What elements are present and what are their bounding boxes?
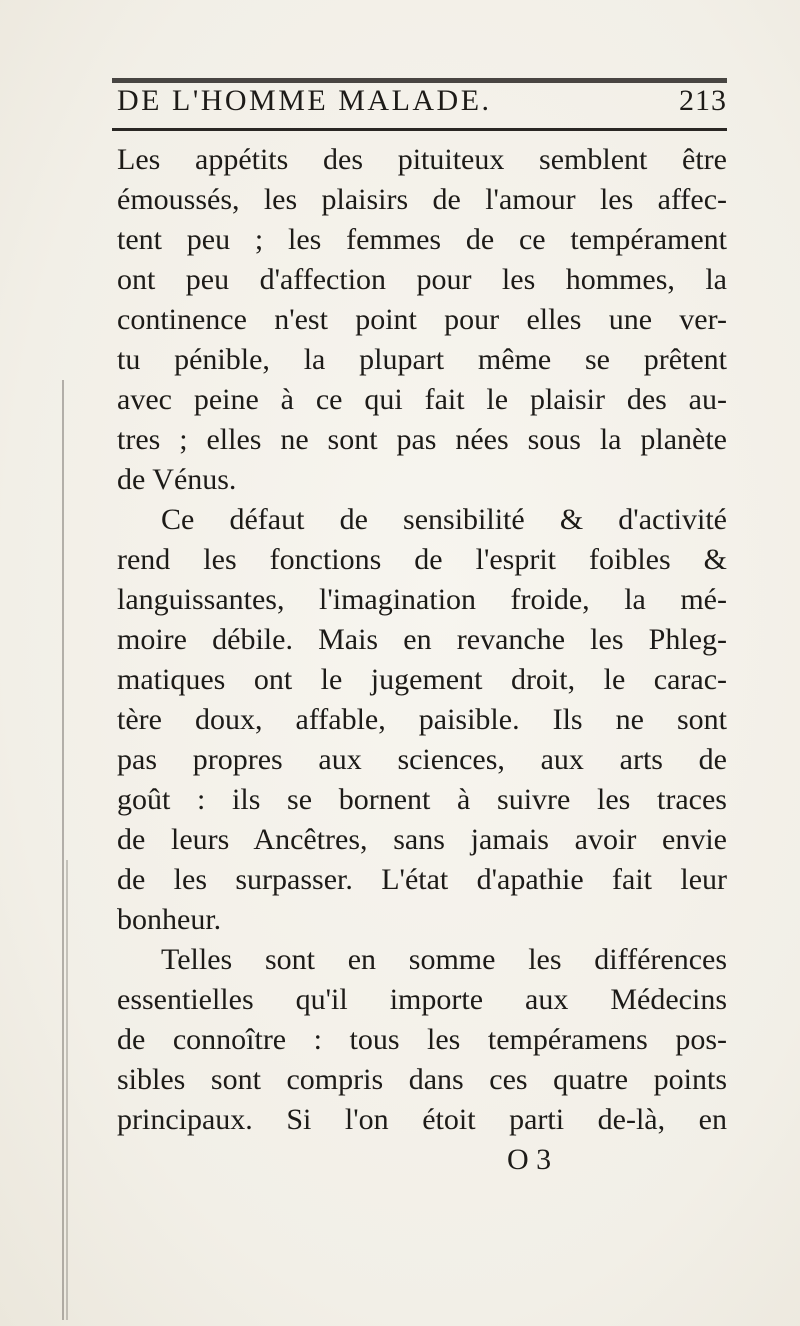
text-line: Les appétits des pituiteux semblent être: [117, 143, 727, 176]
text-line: tent peu ; les femmes de ce tempérament: [117, 223, 727, 256]
text-line: Telles sont en somme les différences: [161, 943, 727, 976]
body-text: [117, 140, 727, 1180]
text-line: de connoître : tous les tempéramens pos-: [117, 1023, 727, 1056]
text-line: avec peine à ce qui fait le plaisir des au-: [117, 383, 727, 416]
text-line: languissantes, l'imagination froide, la mé-: [117, 583, 727, 616]
text-line: tère doux, affable, paisible. Ils ne sont: [117, 703, 727, 736]
signature-mark: O 3: [507, 1143, 552, 1176]
text-line: de leurs Ancêtres, sans jamais avoir envie: [117, 823, 727, 856]
text-line: sibles sont compris dans ces quatre points: [117, 1063, 727, 1096]
running-head: DE L'HOMME MALADE.: [117, 84, 492, 117]
text-line: tu pénible, la plupart même se prêtent: [117, 343, 727, 376]
text-line: matiques ont le jugement droit, le carac-: [117, 663, 727, 696]
top-rule: [112, 78, 727, 83]
text-line: Ce défaut de sensibilité & d'activité: [161, 503, 727, 536]
binding-gutter-shadow: [66, 860, 72, 1320]
text-line: moire débile. Mais en revanche les Phleg-: [117, 623, 727, 656]
text-line: goût : ils se bornent à suivre les traces: [117, 783, 727, 816]
text-line: bonheur.: [117, 903, 222, 936]
text-line: rend les fonctions de l'esprit foibles &: [117, 543, 727, 576]
header-rule: [112, 128, 727, 131]
page-number: 213: [679, 84, 727, 117]
text-line: ont peu d'affection pour les hommes, la: [117, 263, 727, 296]
text-line: de les surpasser. L'état d'apathie fait leur: [117, 863, 727, 896]
text-line: principaux. Si l'on étoit parti de-là, en: [117, 1103, 727, 1136]
text-line: continence n'est point pour elles une ver-: [117, 303, 727, 336]
text-line: essentielles qu'il importe aux Médecins: [117, 983, 727, 1016]
text-line: pas propres aux sciences, aux arts de: [117, 743, 727, 776]
page-header: [117, 84, 727, 126]
text-line: de Vénus.: [117, 463, 237, 496]
text-line: émoussés, les plaisirs de l'amour les affec-: [117, 183, 727, 216]
text-line: tres ; elles ne sont pas nées sous la planète: [117, 423, 727, 456]
